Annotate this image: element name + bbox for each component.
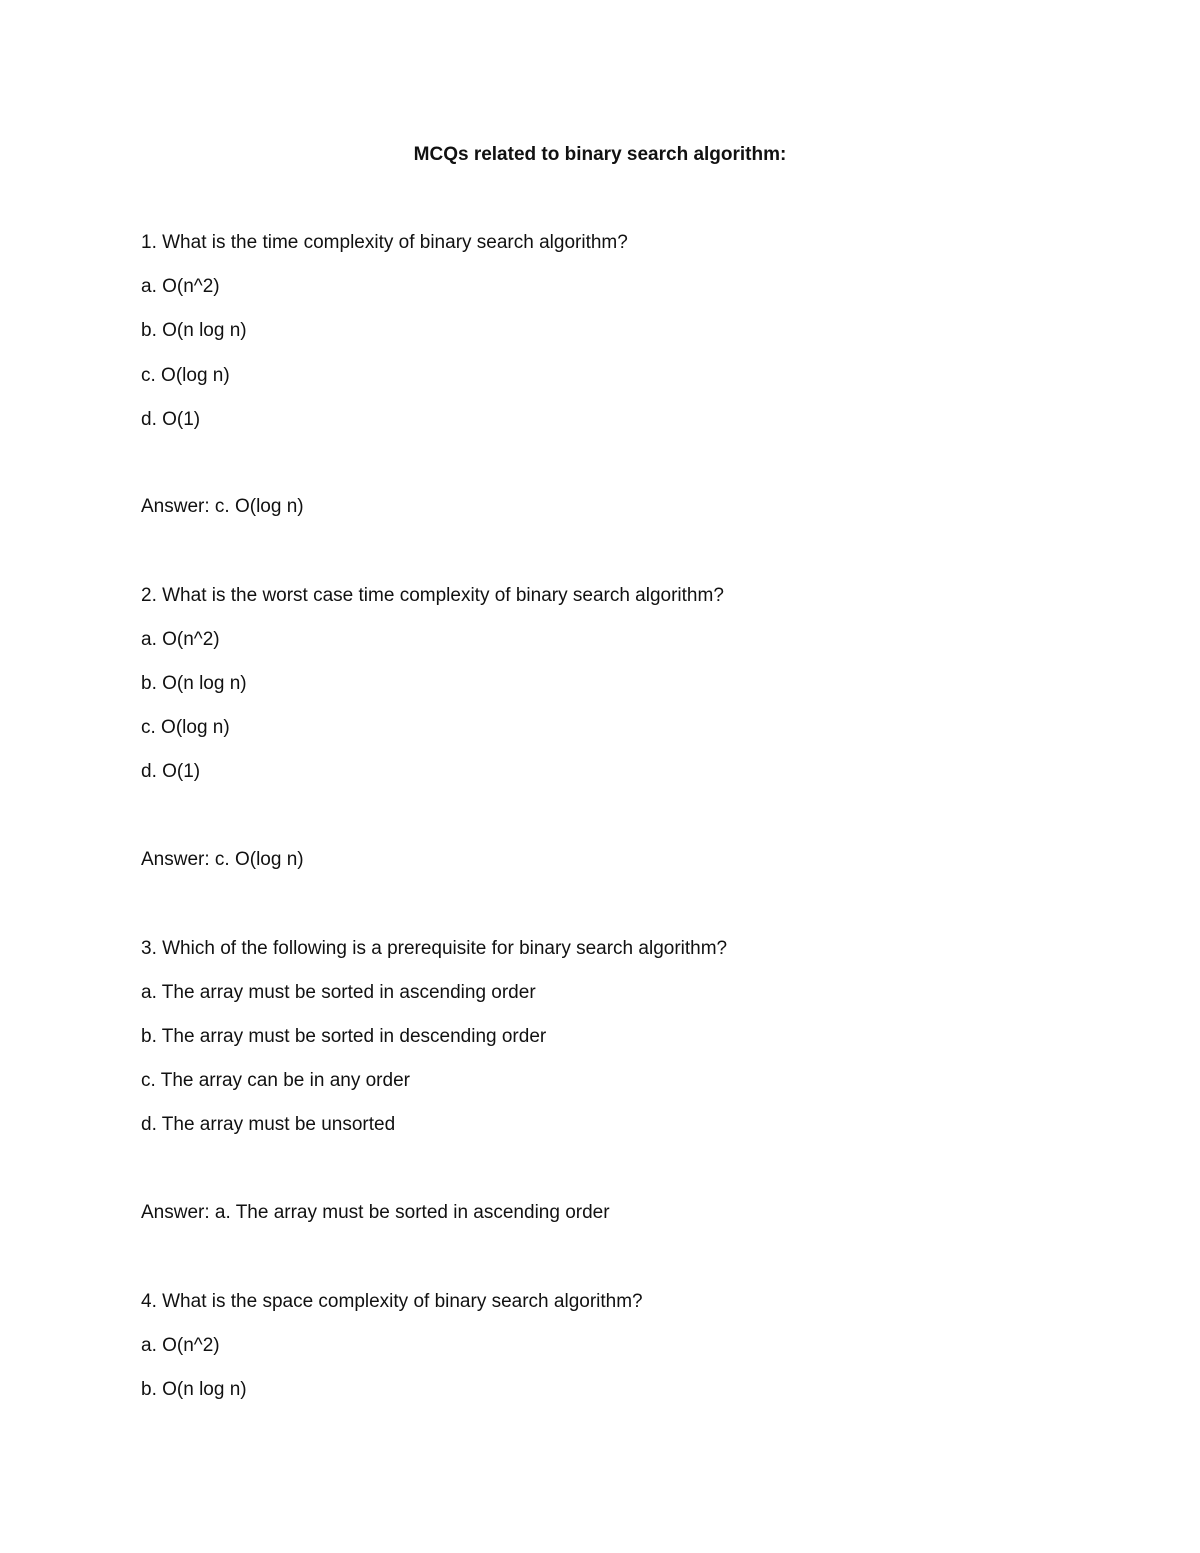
- q1-option-c: c. O(log n): [141, 365, 230, 386]
- q1-option-a: a. O(n^2): [141, 276, 220, 297]
- q1-answer: Answer: c. O(log n): [141, 496, 304, 517]
- q2-option-a: a. O(n^2): [141, 629, 220, 650]
- q1-option-b: b. O(n log n): [141, 320, 247, 341]
- document-title: MCQs related to binary search algorithm:: [413, 144, 787, 165]
- q3-option-a: a. The array must be sorted in ascending order: [141, 982, 536, 1003]
- q2-option-c: c. O(log n): [141, 717, 230, 738]
- question-4: 4. What is the space complexity of binary search algorithm?: [141, 1291, 643, 1312]
- question-2: 2. What is the worst case time complexity of binary search algorithm?: [141, 585, 724, 606]
- q1-option-d: d. O(1): [141, 409, 201, 430]
- q3-option-d: d. The array must be unsorted: [141, 1114, 396, 1135]
- question-3: 3. Which of the following is a prerequisite for binary search algorithm?: [141, 938, 728, 959]
- q2-answer: Answer: c. O(log n): [141, 849, 304, 870]
- q4-option-b: b. O(n log n): [141, 1379, 247, 1400]
- question-1: 1. What is the time complexity of binary search algorithm?: [141, 232, 628, 253]
- q3-option-b: b. The array must be sorted in descending order: [141, 1026, 547, 1047]
- q3-option-c: c. The array can be in any order: [141, 1070, 410, 1091]
- q2-option-b: b. O(n log n): [141, 673, 247, 694]
- q2-option-d: d. O(1): [141, 761, 201, 782]
- q3-answer: Answer: a. The array must be sorted in ascending order: [141, 1202, 610, 1223]
- q4-option-a: a. O(n^2): [141, 1335, 220, 1356]
